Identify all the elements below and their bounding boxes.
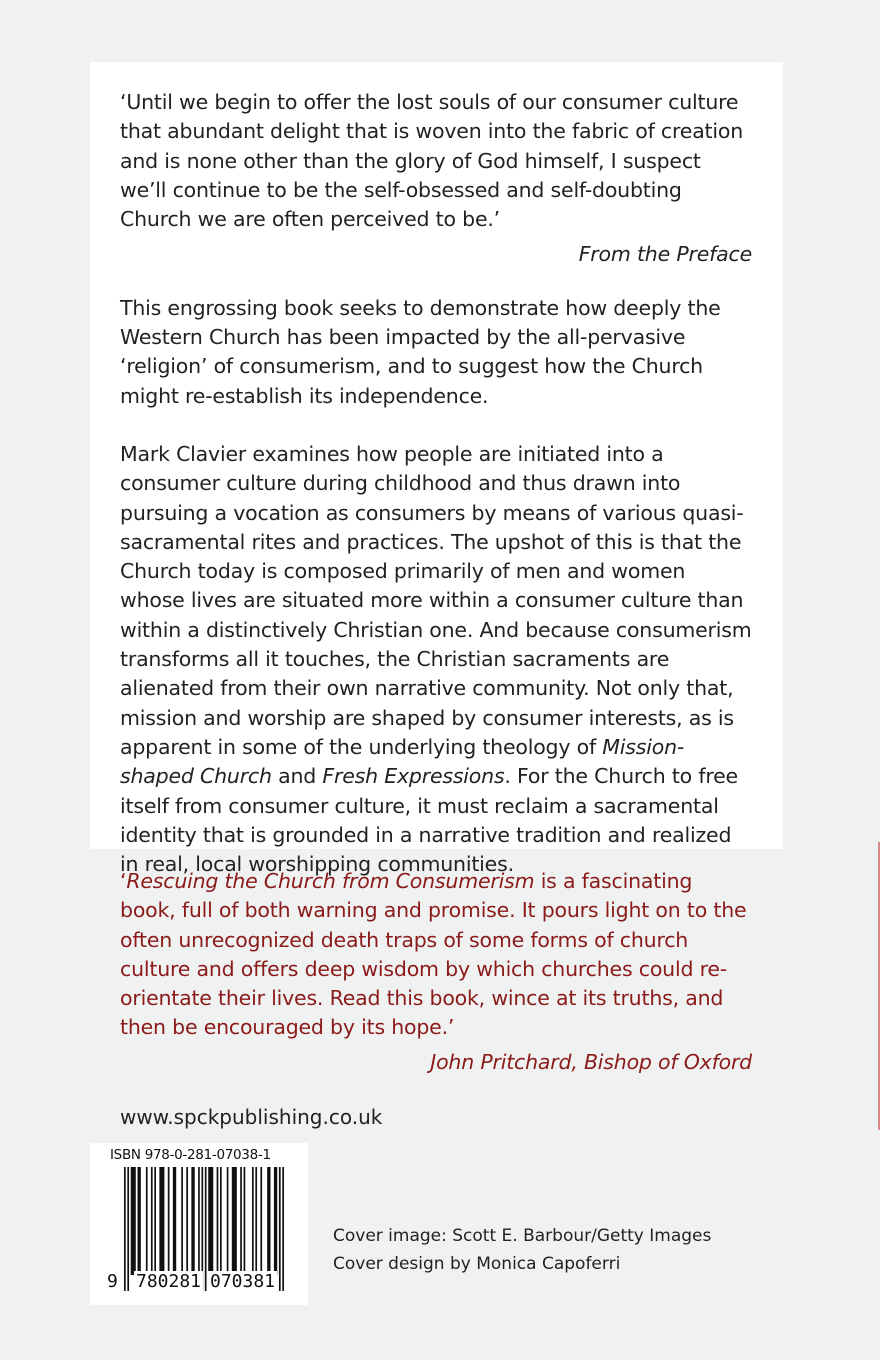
barcode-bar-0 <box>124 1167 126 1291</box>
barcode-bar-26 <box>267 1167 270 1275</box>
barcode-lead-digit: 9 <box>107 1271 118 1292</box>
description-panel <box>90 62 783 877</box>
preface-attribution: From the Preface <box>578 242 752 267</box>
book-title-mission-shaped-church: Mission-shaped Church <box>120 734 685 789</box>
blurb-conjunction: and <box>271 764 323 789</box>
description-content <box>120 88 752 879</box>
book-title-fresh-expressions: Fresh Expressions <box>322 764 505 789</box>
barcode-bar-25 <box>260 1167 262 1275</box>
barcode-bar-29 <box>282 1167 284 1291</box>
barcode-right-digits: 070381 <box>210 1271 276 1292</box>
barcode-bar-9 <box>173 1167 176 1275</box>
barcode-bar-23 <box>252 1167 254 1275</box>
preface-quote: ‘Until we begin to offer the lost souls of our consumer culture that abundant delight that is woven into the fabric of creation and is none other than the glory of God himself, I suspect we’ll continue to be the self-obsessed and self-doubting Church we are often perceived to be.’ <box>120 90 744 232</box>
barcode-bar-5 <box>151 1167 153 1275</box>
cover-design-credit: Cover design by Monica Capoferri <box>333 1254 621 1274</box>
endorsement-book-title: Rescuing the Church from Consumerism <box>126 869 535 893</box>
barcode-bar-22 <box>244 1167 246 1275</box>
barcode-bar-20 <box>232 1167 237 1275</box>
blurb-paragraph-2-part-2: . For the Church to free itself from consumer culture, it must reclaim a sacramental identity that is grounded in a narrative tradition and realized in real, local worshipping communities. <box>120 764 738 877</box>
barcode-left-digits: 780281 <box>136 1271 202 1292</box>
barcode-bar-27 <box>274 1167 277 1275</box>
endorsement-attribution: John Pritchard, Bishop of Oxford <box>430 1049 752 1074</box>
barcode-bar-17 <box>217 1167 219 1275</box>
endorsement-open-quote: ‘ <box>120 869 127 893</box>
endorsement <box>120 867 752 1077</box>
barcode-bar-7 <box>159 1167 164 1275</box>
barcode-bar-16 <box>208 1167 213 1275</box>
barcode-bar-15 <box>205 1167 207 1291</box>
barcode-bar-13 <box>198 1167 200 1275</box>
barcode-bar-18 <box>220 1167 222 1275</box>
barcode-bar-1 <box>127 1167 129 1291</box>
barcode-bar-6 <box>154 1167 156 1275</box>
barcode-bar-8 <box>168 1167 170 1275</box>
barcode-bar-24 <box>255 1167 257 1275</box>
barcode-bar-4 <box>146 1167 148 1275</box>
barcode-bar-28 <box>279 1167 281 1291</box>
publisher-website: www.spckpublishing.co.uk <box>120 1105 383 1129</box>
barcode-bar-11 <box>186 1167 188 1275</box>
barcode-bar-3 <box>137 1167 140 1275</box>
barcode-bar-19 <box>227 1167 229 1275</box>
barcode-bar-21 <box>240 1167 242 1275</box>
blurb-paragraph-2 <box>120 440 752 879</box>
endorsement-quote <box>120 867 752 1043</box>
barcode-bar-12 <box>191 1167 194 1275</box>
barcode-panel <box>90 1143 308 1305</box>
barcode-bar-10 <box>181 1167 183 1275</box>
endorsement-text: is a fascinating book, full of both warning and promise. It pours light on to the often unrecognized death traps of some forms of church culture and offers deep wisdom by which churches could re-orientate their lives. Read this book, wince at its truths, and then be encouraged by its hope.’ <box>120 869 747 1040</box>
barcode-bar-2 <box>131 1167 136 1275</box>
blurb-paragraph-1: This engrossing book seeks to demonstrate how deeply the Western Church has been impacted by the all-pervasive ‘religion’ of consumerism, and to suggest how the Church might re-establish its independence. <box>120 295 721 408</box>
cover-image-credit: Cover image: Scott E. Barbour/Getty Images <box>333 1226 712 1246</box>
isbn-label: ISBN 978-0-281-07038-1 <box>110 1147 271 1163</box>
blurb-paragraph-2-part-1: Mark Clavier examines how people are initiated into a consumer culture during childhood and thus drawn into pursuing a vocation as consumers by means of various quasi-sacramental rites and practices. The upshot of this is that the Church today is composed primarily of men and women whose lives are situated more within a consumer culture than within a distinctively Christian one. And because consumerism transforms all it touches, the Christian sacraments are alienated from their own narrative community. Not only that, mission and worship are shaped by consumer interests, as is apparent in some of the underlying theology of <box>120 441 752 759</box>
cover-credits <box>333 1222 711 1278</box>
